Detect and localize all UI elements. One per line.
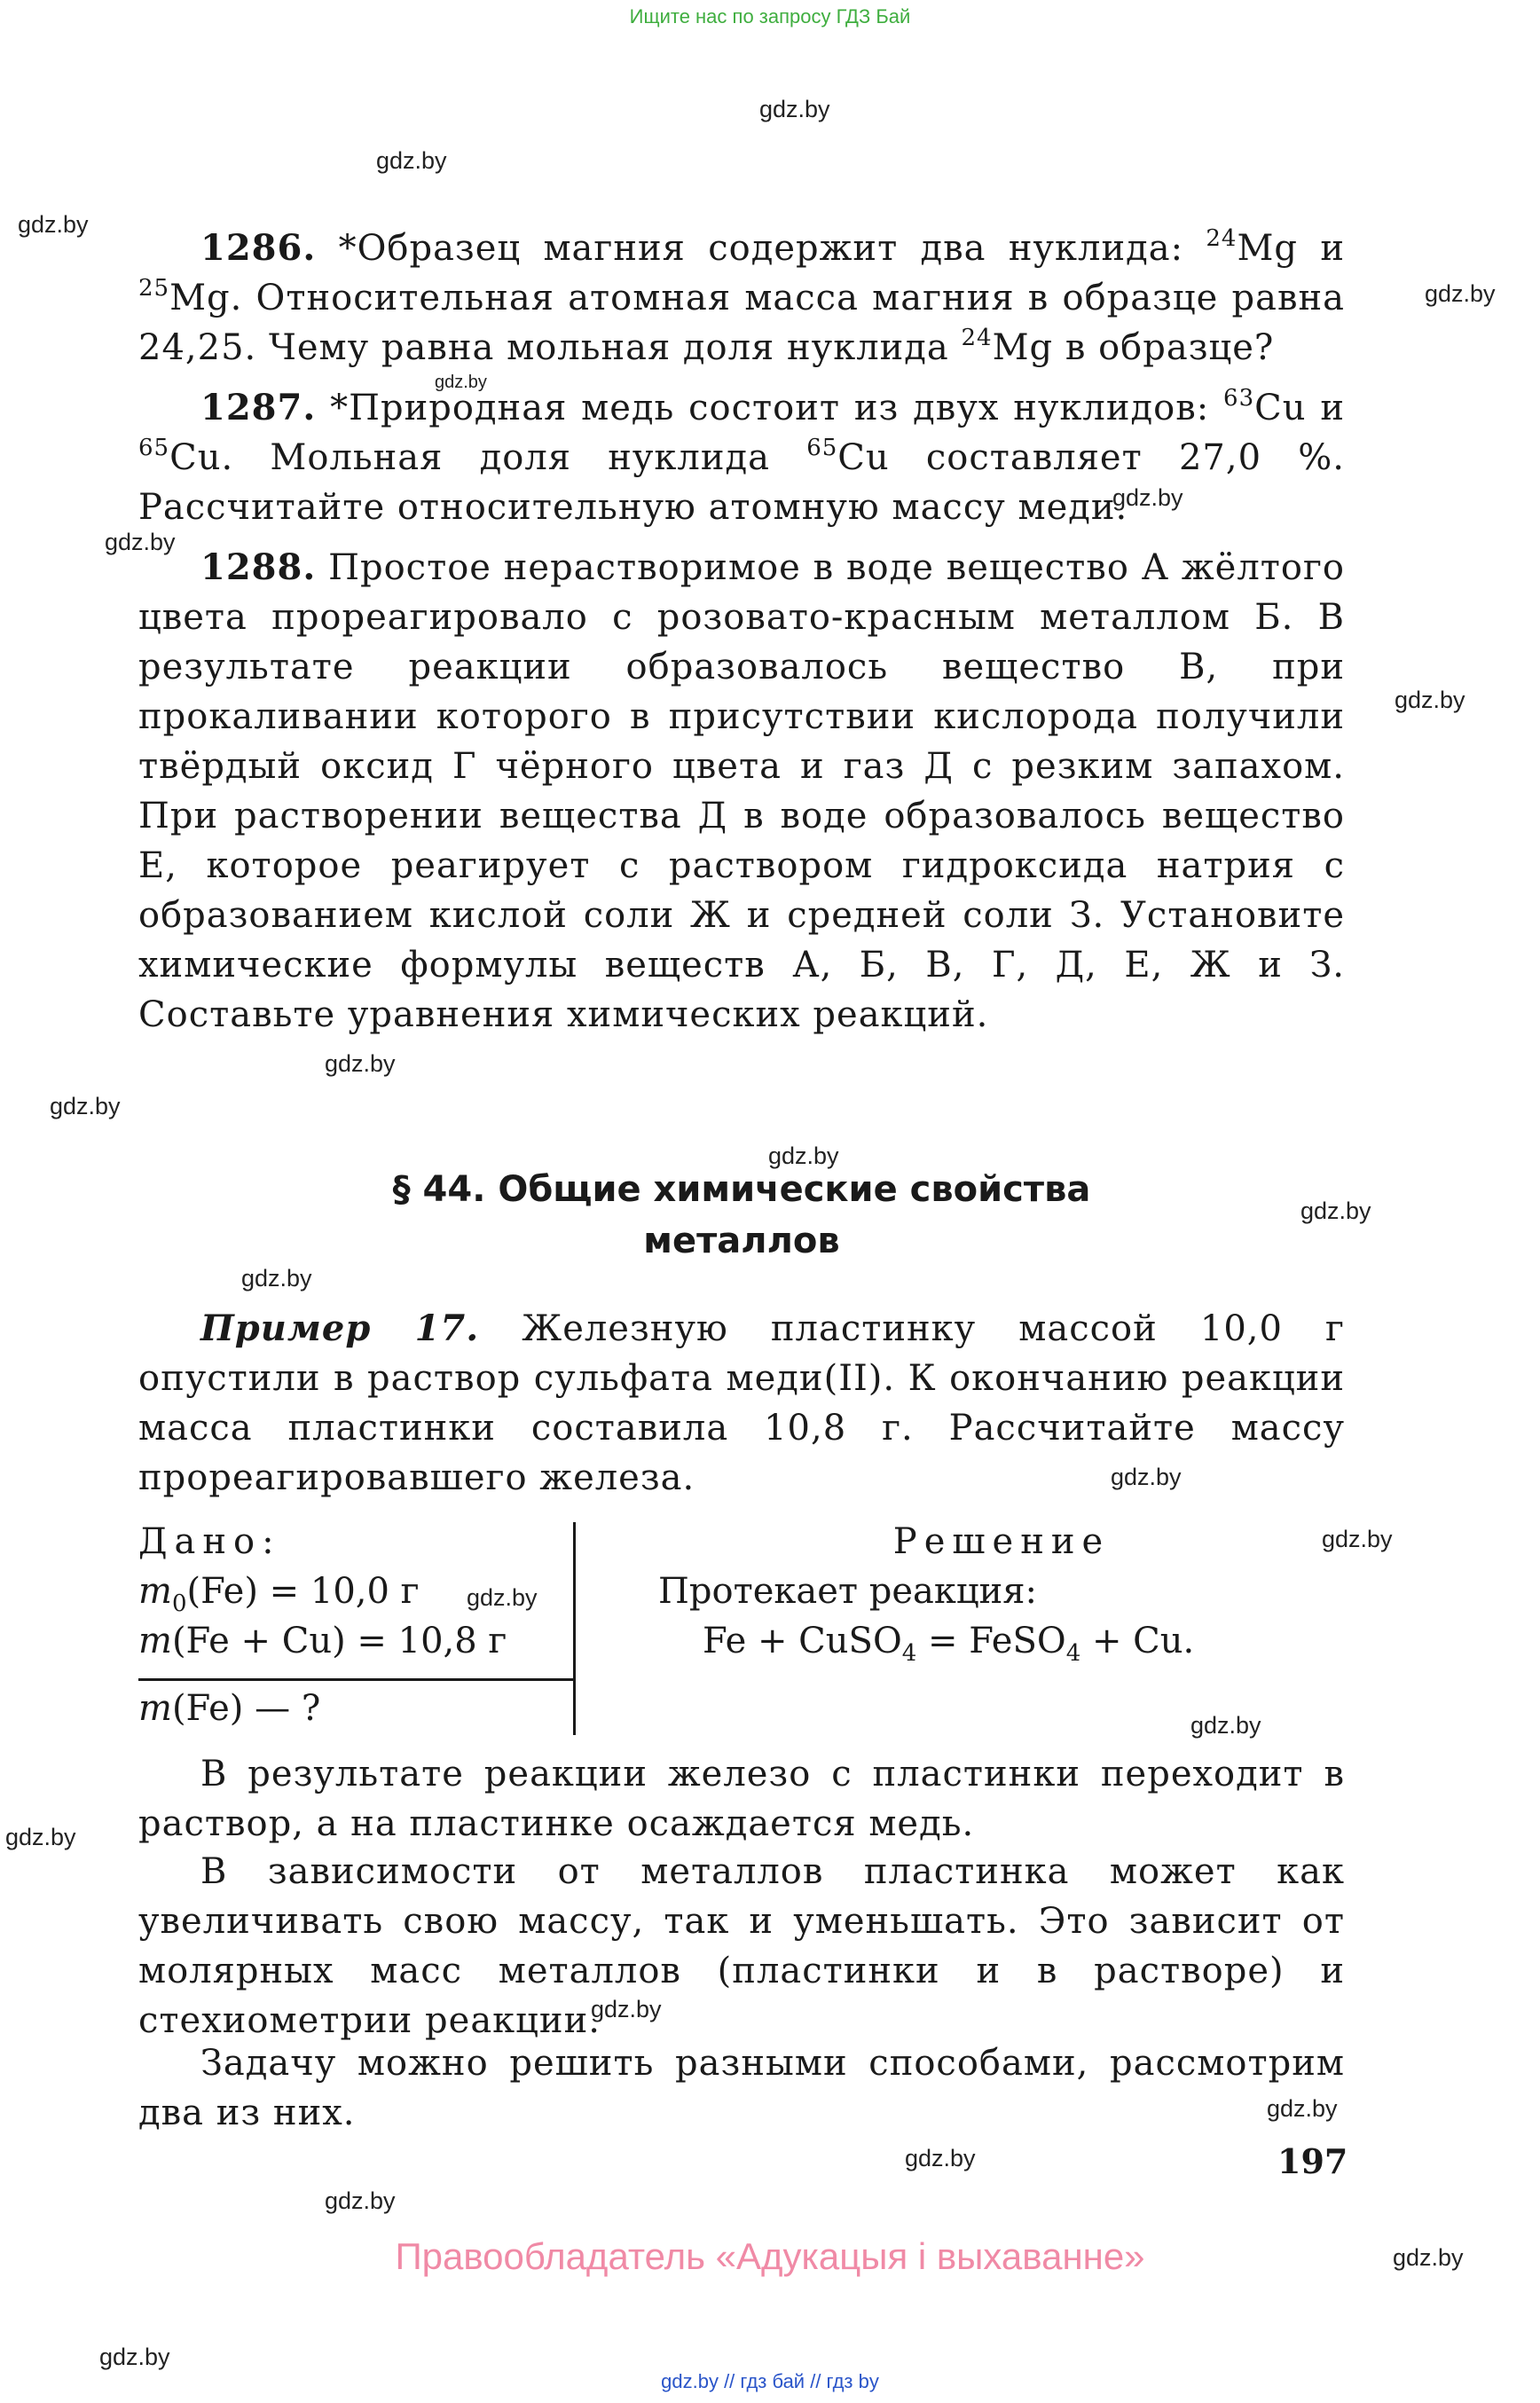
- watermark: gdz.by: [325, 1050, 396, 1077]
- watermark: gdz.by: [50, 1093, 121, 1119]
- given-solution-block: [138, 1517, 1345, 1739]
- watermark: gdz.by: [376, 147, 447, 174]
- watermark: gdz.by: [1425, 280, 1496, 307]
- solution-title: Решение: [892, 1521, 1111, 1562]
- section-heading: [138, 1164, 1345, 1267]
- problem-number: 1286.: [200, 227, 317, 269]
- example-label: Пример 17.: [200, 1308, 480, 1349]
- watermark: gdz.by: [18, 211, 89, 238]
- watermark: gdz.by: [1393, 2244, 1464, 2271]
- paragraph: В результате реакции железо с пластинки переходит в раствор, а на пластинке осаждается медь.: [138, 1754, 1345, 1844]
- given-column: [138, 1517, 573, 1666]
- watermark: gdz.by: [905, 2145, 976, 2171]
- watermark: gdz.by: [1395, 687, 1465, 713]
- watermark: gdz.by: [1190, 1712, 1261, 1739]
- watermark: gdz.by: [1111, 1464, 1182, 1490]
- watermark: gdz.by: [241, 1265, 312, 1292]
- paragraph: В зависимости от металлов пластинка может как увеличивать свою массу, так и уменьшать. Это зависит от молярных масс металлов (пластинки и в растворе) и стехиометрии реакции.: [138, 1851, 1345, 2041]
- watermark: gdz.by: [1300, 1198, 1371, 1224]
- watermark: gdz.by: [467, 1584, 538, 1611]
- paragraph: Задачу можно решить разными способами, рассмотрим два из них.: [138, 2043, 1345, 2133]
- divider-horizontal: [138, 1678, 575, 1681]
- watermark: gdz.by: [325, 2187, 396, 2214]
- watermark: gdz.by: [435, 373, 487, 392]
- copyright-notice: Правообладатель «Адукацыя і выхаванне»: [395, 2235, 1145, 2277]
- given-row: $m_0(Fe) = 10,0$ г: [138, 1571, 420, 1617]
- watermark: gdz.by: [105, 529, 176, 555]
- watermark: gdz.by: [759, 96, 830, 122]
- section-title-line1: § 44. Общие химические свойства: [392, 1169, 1091, 1210]
- problem-number: 1287.: [200, 387, 317, 428]
- watermark: gdz.by: [99, 2344, 170, 2370]
- watermark: gdz.by: [768, 1143, 839, 1169]
- given-title: Дано:: [138, 1521, 281, 1562]
- solution-column: [658, 1517, 1345, 1666]
- problem-1287: 1287. *Природная медь состоит из двух нуклидов: $^{63}$Cu и $^{65}$Cu. Мольная доля нуклида $^{65}$Cu составляет 27,0 %. Рассчитайте относительную атомную массу меди.: [138, 384, 1345, 528]
- divider-vertical: [573, 1522, 576, 1735]
- watermark: gdz.by: [591, 1996, 662, 2022]
- find-row: m(Fe) — ?: [138, 1688, 321, 1729]
- example-17: Пример 17. Железную пластинку массой 10,0 г опустили в раствор сульфата меди(II). К окончанию реакции масса пластинки составила 10,8 г. Рассчитайте массу прореагировавшего железа.: [138, 1308, 1345, 1498]
- page-number: 197: [1277, 2141, 1348, 2181]
- watermark: gdz.by: [1267, 2095, 1338, 2122]
- reaction-equation: Fe + CuSO$_4$ = FeSO$_4$ + Cu.: [703, 1621, 1195, 1667]
- problem-1288: 1288. Простое нерастворимое в воде вещество А жёлтого цвета прореагировало с розовато-красным металлом Б. В результате реакции образовалось вещество В, при прокаливании которого в присутствии кислорода получили твёрдый оксид Г чёрного цвета и газ Д с резким запахом. При растворении вещества Д в воде образовалось вещество Е, которое реагирует с раствором гидроксида натрия с образованием кислой соли Ж и средней соли З. Установите химические формулы веществ А, Б, В, Г, Д, Е, Ж и З. Составьте уравнения химических реакций.: [138, 546, 1345, 1035]
- watermark: gdz.by: [1322, 1526, 1393, 1552]
- given-row: m(Fe + Cu) = 10,8 г: [138, 1621, 507, 1661]
- watermark: gdz.by: [5, 1824, 76, 1850]
- solution-line: Протекает реакция:: [658, 1571, 1037, 1612]
- problem-number: 1288.: [200, 546, 317, 588]
- top-banner[interactable]: Ищите нас по запросу ГДЗ Бай: [629, 5, 911, 27]
- footer-links[interactable]: gdz.by // гдз бай // гдз by: [661, 2370, 879, 2392]
- section-title-line2: металлов: [643, 1221, 840, 1261]
- watermark: gdz.by: [1112, 484, 1183, 511]
- problem-1286: 1286. *Образец магния содержит два нуклида: $^{24}$Mg и $^{25}$Mg. Относительная атомная масса магния в образце равна 24,25. Чему равна мольная доля нуклида $^{24}$Mg в образце?: [138, 224, 1346, 368]
